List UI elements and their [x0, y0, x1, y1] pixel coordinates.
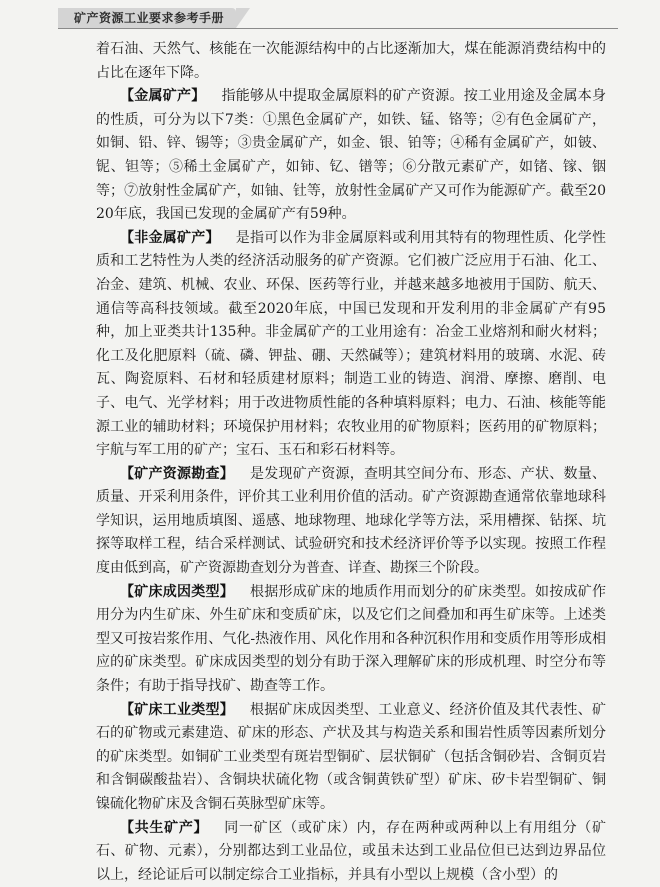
- entry-term: 【矿床工业类型】: [120, 701, 234, 718]
- entry-paragenetic-minerals: [96, 817, 606, 887]
- running-head-title: 矿产资源工业要求参考手册: [74, 11, 225, 25]
- entry-industrial-deposit-type: [96, 699, 606, 817]
- entry-mineral-exploration: [96, 463, 606, 581]
- header-tab-notch: [236, 8, 250, 28]
- body-text: [96, 38, 606, 887]
- entry-definition: 根据形成矿床的地质作用而划分的矿床类型。如按成矿作用分为内生矿床、外生矿床和变质矿床，以及它们之间叠加和再生矿床等。上述类型又可按岩浆作用、气化-热液作用、风化作用和各种沉积作用和变质作用等形成相应的矿床类型。矿床成因类型的划分有助于深入理解矿床的形成机理、时空分布等条件；有助于指导找矿、勘查等工作。: [96, 583, 606, 695]
- entry-definition: 同一矿区（或矿床）内，存在两种或两种以上有用组分（矿石、矿物、元素），分别都达到工业品位，或虽未达到工业品位但已达到边界品位以上，经论证后可以制定综合工业指标，并具有小型以上规模（含小型）的: [96, 819, 607, 883]
- entry-definition: 是指可以作为非金属原料或利用其特有的物理性质、化学性质和工艺特性为人类的经济活动服务的矿产资源。它们被广泛应用于石油、化工、冶金、建筑、机械、农业、环保、医药等行业，并越来越多地被用于国防、航天、通信等高科技领域。截至2020年底，中国已发现和开发利用的非金属矿产有95种，加上亚类共计135种。非金属矿产的工业用途有：冶金工业熔剂和耐火材料；化工及化肥原料（硫、磷、钾盐、硼、天然碱等）；建筑材料用的玻璃、水泥、砖瓦、陶瓷原料、石材和轻质建材原料；制造工业的铸造、润滑、摩擦、磨削、电子、电气、光学材料；用于改进物质性能的各种填料原料；电力、石油、核能等能源工业的辅助材料；环境保护用材料；农牧业用的矿物原料；医药用的矿物原料；宇航与军工用的矿产；宝石、玉石和彩石材料等。: [96, 229, 606, 459]
- entry-term: 【金属矿产】: [120, 88, 206, 105]
- entry-metal-minerals: [96, 85, 606, 227]
- entry-definition: 指能够从中提取金属原料的矿产资源。按工业用途及金属本身的性质，可分为以下7类：①黑色金属矿产，如铁、锰、铬等；②有色金属矿产，如铜、铅、锌、锡等；③贵金属矿产，如金、银、铂等；④稀有金属矿产，如铍、铌、钽等；⑤稀土金属矿产，如铈、钇、镨等；⑥分散元素矿产，如锗、镓、铟等；⑦放射性金属矿产，如铀、钍等，放射性金属矿产又可作为能源矿产。截至2020年底，我国已发现的金属矿产有59种。: [96, 88, 606, 223]
- entry-nonmetal-minerals: [96, 227, 606, 463]
- entry-term: 【共生矿产】: [120, 819, 209, 836]
- page-header: [0, 0, 660, 34]
- entry-term: 【矿床成因类型】: [120, 583, 234, 600]
- entry-term: 【矿产资源勘查】: [120, 465, 234, 482]
- paragraph-continuation: [96, 38, 606, 85]
- entry-definition: 是发现矿产资源，查明其空间分布、形态、产状、数量、质量、开采利用条件，评价其工业利用价值的活动。矿产资源勘查通常依靠地球科学知识，运用地质填图、遥感、地球物理、地球化学等方法，采用槽探、钻探、坑探等取样工程，结合采样测试、试验研究和技术经济评价等予以实现。按照工作程度由低到高，矿产资源勘查划分为普查、详查、勘探三个阶段。: [96, 465, 606, 577]
- entry-genetic-deposit-type: [96, 581, 606, 699]
- header-rule: [58, 28, 618, 29]
- entry-definition: 根据矿床成因类型、工业意义、经济价值及其代表性、矿石的矿物或元素建造、矿床的形态、产状及其与构造关系和围岩性质等因素所划分的矿床类型。如铜矿工业类型有斑岩型铜矿、层状铜矿（包括含铜砂岩、含铜页岩和含铜碳酸盐岩）、含铜块状硫化物（或含铜黄铁矿型）矿床、矽卡岩型铜矿、铜镍硫化物矿床及含铜石英脉型矿床等。: [96, 701, 606, 812]
- paragraph-text: 着石油、天然气、核能在一次能源结构中的占比逐渐加大，煤在能源消费结构中的占比在逐年下降。: [96, 41, 606, 81]
- entry-term: 【非金属矿产】: [120, 229, 220, 246]
